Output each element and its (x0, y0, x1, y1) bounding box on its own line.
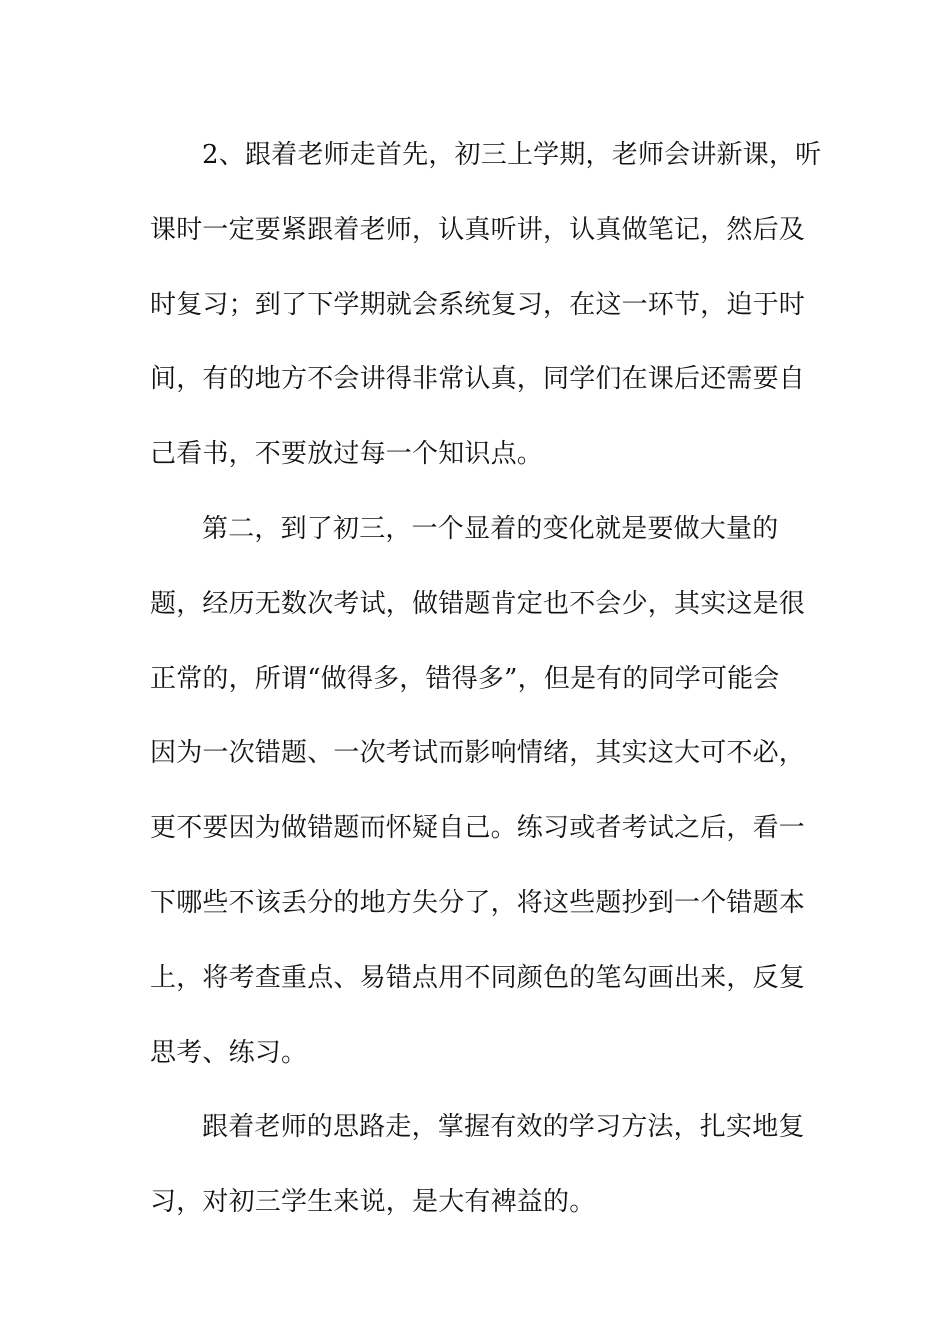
text-line: 下哪些不该丢分的地方失分了，将这些题抄到一个错题本 (150, 887, 806, 918)
text-line: 第二，到了初三，一个显着的变化就是要做大量的 (202, 513, 779, 544)
paragraph-conclusion (150, 1090, 805, 1240)
document-body (150, 118, 822, 1240)
text-line: 间，有的地方不会讲得非常认真，同学们在课后还需要自 (150, 364, 806, 395)
text-line: 上，将考查重点、易错点用不同颜色的笔勾画出来，反复 (150, 962, 806, 993)
text-line: 思考、练习。 (150, 1037, 308, 1068)
text-line: 课时一定要紧跟着老师，认真听讲，认真做笔记，然后及 (150, 214, 806, 245)
text-line: 正常的，所谓“做得多，错得多”，但是有的同学可能会 (150, 663, 780, 694)
text-line: 时复习；到了下学期就会系统复习，在这一环节，迫于时 (150, 289, 806, 320)
text-line: 2、跟着老师走首先，初三上学期，老师会讲新课，听 (202, 140, 822, 170)
text-line: 更不要因为做错题而怀疑自己。练习或者考试之后，看一 (150, 813, 806, 844)
text-line: 跟着老师的思路走，掌握有效的学习方法，扎实地复 (202, 1112, 805, 1143)
paragraph-follow-teacher (150, 118, 822, 492)
text-line: 己看书，不要放过每一个知识点。 (150, 439, 544, 470)
text-line: 习，对初三学生来说，是大有裨益的。 (150, 1187, 596, 1218)
text-line: 题，经历无数次考试，做错题肯定也不会少，其实这是很 (150, 588, 806, 619)
text-line: 因为一次错题、一次考试而影响情绪，其实这大可不必， (150, 738, 806, 769)
paragraph-wrong-questions (150, 492, 806, 1090)
